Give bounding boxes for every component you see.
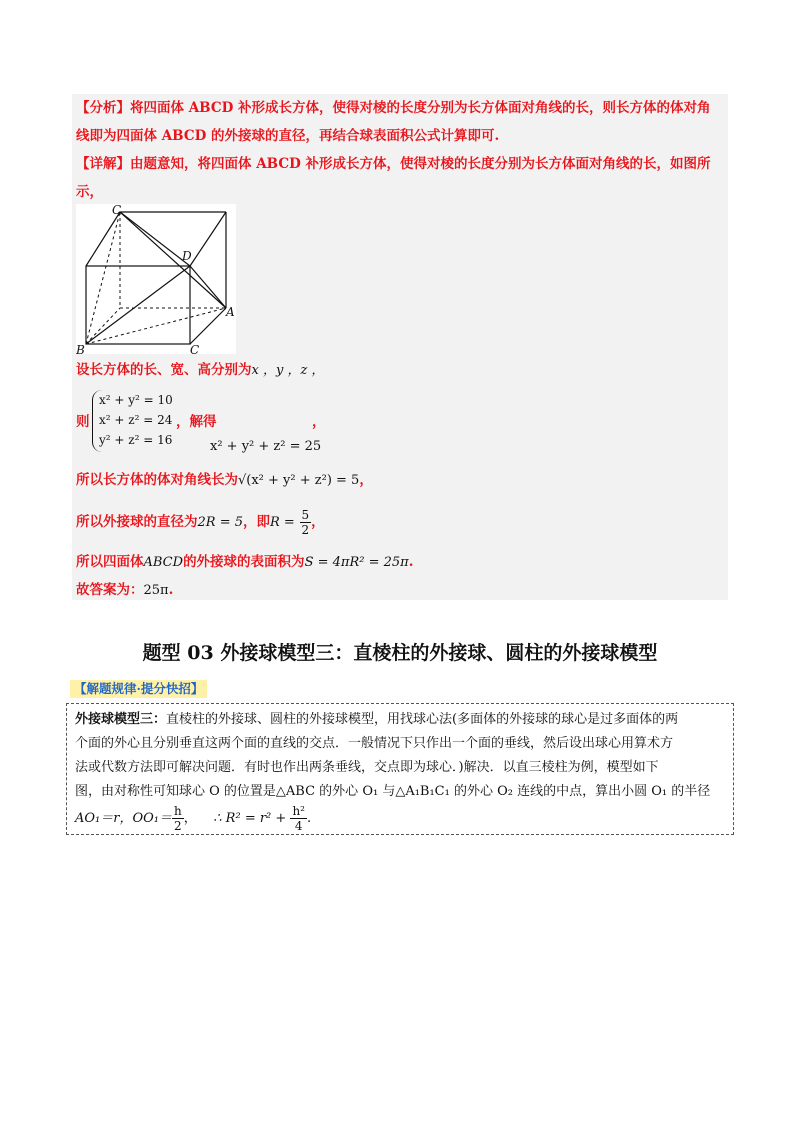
system-prefix: 则 — [76, 414, 90, 430]
box-line-4: 图，由对称性可知球心 O 的位置是△ABC 的外心 O₁ 与△A₁B₁C₁ 的外心 O₂ 连线的中点，算出小圆 O₁ 的半径 — [75, 784, 711, 799]
edge-BA — [86, 308, 226, 344]
box-line-3: 法或代数方法即可解决问题．有时也作出两条垂线，交点即为球心．)解决．以直三棱柱为例，模型如下 — [75, 760, 659, 775]
cuboid-figure — [76, 204, 236, 354]
section-tag: 【解题规律·提分快招】 — [70, 680, 207, 698]
box-line-2: 个面的外心且分别垂直这两个面的直线的交点．一般情况下只作出一个面的垂线，然后设出球心用算术方 — [75, 736, 674, 751]
detail-tag: 【详解】 — [76, 156, 130, 172]
diag-line — [76, 466, 373, 495]
formula-frac-den: 2 — [174, 819, 182, 833]
area-line — [76, 548, 413, 577]
analysis-tag: 【分析】 — [76, 100, 130, 116]
answer-line — [76, 576, 173, 605]
formula-a: AO₁＝r，OO₁＝ — [75, 811, 172, 826]
model-box — [66, 703, 734, 835]
detail-text-1: 由题意知，将四面体 ABCD 补形成长方体，使得对棱的长度分别为长方体面对角线的长，如图所 — [130, 156, 711, 172]
formula-frac-2 — [290, 804, 307, 833]
box-text-1: 直棱柱的外接球、圆柱的外接球模型，用找球心法(多面体的外接球的球心是过多面体的两 — [166, 712, 679, 727]
area-text-1: 所以四面体 — [76, 554, 144, 570]
detail-line-1 — [76, 150, 711, 178]
solve-text: ，解得 — [176, 414, 217, 430]
area-suffix: . — [408, 554, 414, 570]
answer-text: 故答案为： — [76, 582, 144, 598]
edge-top-left — [86, 212, 120, 266]
equation-1: x² + y² = 10 — [99, 393, 173, 407]
section-title: 题型 03 外接球模型三：直棱柱的外接球、圆柱的外接球模型 — [142, 642, 658, 664]
diag-math: √(x² + y² + z²) = 5 — [238, 473, 360, 488]
radius-lhs: R = — [270, 515, 295, 530]
diag-text: 所以长方体的体对角线长为 — [76, 472, 238, 488]
formula-frac-1 — [172, 804, 184, 833]
solution-block — [72, 94, 728, 600]
radius-fraction — [300, 508, 312, 537]
detail-text-2: 示， — [76, 184, 103, 200]
label-A: A — [226, 305, 235, 319]
answer-math: 25π — [143, 583, 169, 598]
equation-2: x² + z² = 24 — [99, 413, 173, 427]
analysis-text-2: 线即为四面体 ABCD 的外接球的直径，再结合球表面积公式计算即可. — [76, 128, 500, 144]
label-C-bottom: C — [190, 343, 200, 354]
equation-system — [92, 390, 179, 452]
edge-bottom-right — [190, 308, 226, 344]
radius-num: 5 — [301, 508, 310, 522]
radius-den: 2 — [301, 523, 310, 537]
answer-suffix: . — [168, 582, 174, 598]
diam-math: 2R = 5 — [197, 515, 243, 530]
formula-c: ∴ R² = r² + — [213, 811, 287, 826]
area-abcd: ABCD — [143, 555, 184, 570]
formula-b: ， — [183, 811, 197, 826]
label-C-top: C — [112, 204, 122, 217]
analysis-line-2 — [76, 122, 499, 150]
edge-CD — [120, 212, 190, 266]
detail-line-2 — [76, 178, 103, 206]
edge-CA — [120, 212, 226, 308]
label-B: B — [76, 343, 85, 354]
area-math: S = 4πR² = 25π — [304, 555, 409, 570]
formula-frac-num: h — [174, 804, 182, 818]
solve-suffix: ， — [312, 414, 326, 430]
edge-BD — [86, 266, 190, 344]
analysis-text-1: 将四面体 ABCD 补形成长方体，使得对棱的长度分别为长方体面对角线的长，则长方体的体对角 — [130, 100, 711, 116]
dims-text: 设长方体的长、宽、高分别为 — [76, 362, 252, 378]
dims-vars: x ，y ，z ， — [251, 363, 325, 378]
edge-top-right — [190, 212, 226, 266]
diam-mid: ，即 — [243, 514, 270, 530]
box-keyword: 外接球模型三： — [75, 712, 167, 727]
radius-suffix: ， — [311, 514, 325, 530]
dims-line — [76, 356, 324, 385]
diam-text: 所以外接球的直径为 — [76, 514, 198, 530]
box-line-1 — [75, 708, 725, 732]
formula-c-den: 4 — [294, 819, 303, 833]
area-text-2: 的外接球的表面积为 — [183, 554, 305, 570]
diam-line — [76, 508, 325, 537]
equation-3: y² + z² = 16 — [99, 433, 173, 447]
diag-suffix: ， — [359, 472, 373, 488]
box-formula-line — [75, 804, 725, 834]
analysis-line-1 — [76, 94, 711, 122]
solve-result: x² + y² + z² = 25 — [210, 439, 322, 454]
label-D: D — [182, 249, 192, 263]
edge-DA — [190, 266, 226, 308]
formula-end: . — [306, 811, 312, 826]
formula-c-num: h² — [292, 804, 305, 818]
edge-BC — [86, 212, 120, 344]
